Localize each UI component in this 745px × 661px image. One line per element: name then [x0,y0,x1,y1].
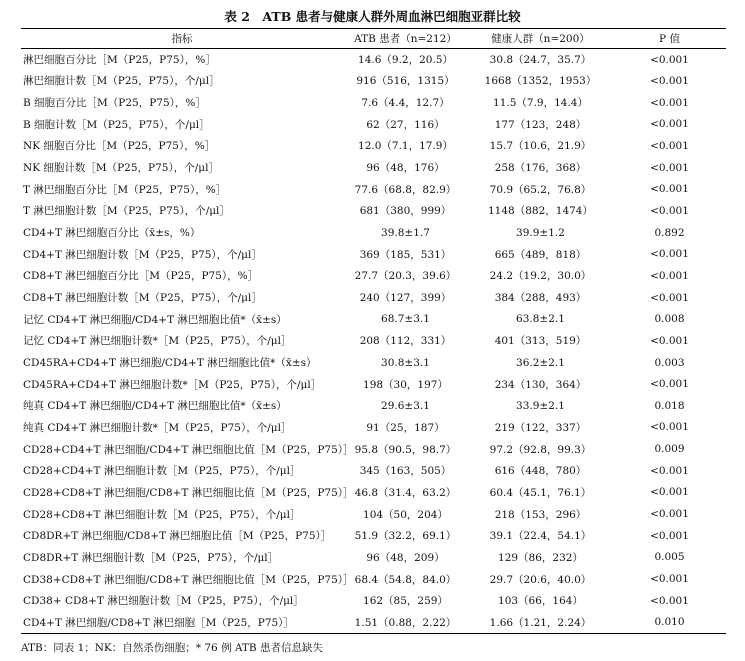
indicator-cell: CD45RA+CD4+T 淋巴细胞/CD4+T 淋巴细胞比值*（x̄±s） [23,357,317,370]
table-row [21,525,726,547]
table-row [21,438,726,460]
atb-value-cell: 68.7±3.1 [381,313,430,326]
healthy-value-cell: 384（288，493） [494,292,587,305]
atb-value-cell: 96（48，209） [366,551,445,564]
atb-value-cell: 7.6（4.4，12.7） [361,97,450,110]
healthy-value-cell: 258（176，368） [494,162,587,175]
healthy-value-cell: 15.7（10.6，21.9） [489,140,592,153]
p-value-cell: <0.001 [650,269,689,282]
indicator-cell: 记忆 CD4+T 淋巴细胞计数*［M（P25，P75），个/μl］ [23,335,292,348]
atb-value-cell: 916（516，1315） [356,75,455,88]
p-value-cell: <0.001 [650,161,689,174]
p-value-cell: 0.018 [654,399,685,412]
atb-value-cell: 29.6±3.1 [381,399,430,412]
table-row [21,395,726,417]
indicator-cell: CD8+T 淋巴细胞计数［M（P25，P75），个/μl］ [23,292,262,305]
atb-value-cell: 240（127，399） [359,292,452,305]
indicator-cell: CD38+ CD8+T 淋巴细胞计数［M（P25，P75），个/μl］ [23,595,304,608]
table-row [21,178,726,200]
p-value-cell: <0.001 [650,508,689,521]
p-value-cell: <0.001 [650,183,689,196]
atb-value-cell: 68.4（54.8，84.0） [354,573,457,586]
healthy-value-cell: 219（122，337） [494,421,587,434]
p-value-cell: 0.010 [613,612,726,634]
healthy-value-cell: 234（130，364） [494,378,587,391]
table-row [21,135,726,157]
indicator-cell: NK 细胞百分比［M（P25，P75），%］ [23,140,216,153]
atb-value-cell: 96（48，176） [366,162,445,175]
healthy-value-cell: 29.7（20.6，40.0） [489,573,592,586]
healthy-value-cell: 218（153，296） [494,508,587,521]
header-atb: ATB 患者（n=212） [343,29,468,49]
indicator-cell: NK 细胞计数［M（P25，P75），个/μl］ [23,162,219,175]
healthy-value-cell: 1668（1352，1953） [484,75,597,88]
atb-value-cell: 46.8（31.4，63.2） [354,486,457,499]
p-value-cell: <0.001 [650,529,689,542]
atb-value-cell: 95.8（90.5，98.7） [354,443,457,456]
healthy-value-cell: 11.5（7.9，14.4） [493,97,588,110]
table-row [21,70,726,92]
healthy-value-cell: 36.2±2.1 [516,356,565,369]
p-value-cell: 0.892 [654,226,685,239]
indicator-cell: B 细胞计数［M（P25，P75），个/μl］ [23,118,210,131]
p-value-cell: 0.003 [654,356,685,369]
p-value-cell: <0.001 [650,594,689,607]
table-row [21,287,726,309]
indicator-cell: CD4+T 淋巴细胞计数［M（P25，P75），个/μl］ [23,248,262,261]
indicator-cell: 纯真 CD4+T 淋巴细胞/CD4+T 淋巴细胞比值*（x̄±s） [23,400,287,413]
atb-value-cell: 30.8±3.1 [381,356,430,369]
header-indicator: 指标 [21,29,343,49]
p-value-cell: 0.009 [654,443,685,456]
table-row [21,308,726,330]
table-row [21,547,726,569]
atb-value-cell: 104（50，204） [363,508,448,521]
indicator-cell: CD28+CD8+T 淋巴细胞/CD8+T 淋巴细胞比值［M（P25，P75）］ [23,486,354,499]
table-row [21,568,726,590]
p-value-cell: <0.001 [650,378,689,391]
indicator-cell: CD4+T 淋巴细胞/CD8+T 淋巴细胞［M（P25，P75）］ [21,612,343,634]
atb-value-cell: 27.7（20.3，39.6） [354,270,457,283]
table-row [21,417,726,439]
atb-value-cell: 162（85，259） [363,595,448,608]
indicator-cell: 纯真 CD4+T 淋巴细胞计数*［M（P25，P75），个/μl］ [23,421,292,434]
header-healthy: 健康人群（n=200） [468,29,613,49]
p-value-cell: <0.001 [650,74,689,87]
healthy-value-cell: 39.9±1.2 [516,226,565,239]
table-row [21,265,726,287]
p-value-cell: 0.008 [654,313,685,326]
table-row [21,330,726,352]
atb-value-cell: 1.51（0.88，2.22） [343,612,468,634]
indicator-cell: CD38+CD8+T 淋巴细胞/CD8+T 淋巴细胞比值［M（P25，P75）］ [23,573,354,586]
indicator-cell: 淋巴细胞计数［M（P25，P75），个/μl］ [23,75,220,88]
table-body [21,49,726,634]
healthy-value-cell: 70.9（65.2，76.8） [489,183,592,196]
healthy-value-cell: 33.9±2.1 [516,399,565,412]
table-row [21,482,726,504]
table-row [21,352,726,374]
indicator-cell: T 淋巴细胞百分比［M（P25，P75），%］ [23,183,227,196]
indicator-cell: CD45RA+CD4+T 淋巴细胞计数*［M（P25，P75），个/μl］ [23,378,322,391]
table-row [21,49,726,71]
atb-value-cell: 369（185，531） [359,248,452,261]
p-value-cell: <0.001 [650,53,689,66]
p-value-cell: <0.001 [650,118,689,131]
indicator-cell: 淋巴细胞百分比［M（P25，P75），%］ [23,54,216,67]
atb-value-cell: 91（25，187） [366,421,445,434]
healthy-value-cell: 1148（882，1474） [488,205,593,218]
table-footnote: ATB：同表 1；NK：自然杀伤细胞；* 76 例 ATB 患者信息缺失 [21,642,323,654]
p-value-cell: <0.001 [650,291,689,304]
atb-value-cell: 14.6（9.2，20.5） [358,54,453,67]
p-value-cell: <0.001 [650,334,689,347]
p-value-cell: <0.001 [650,573,689,586]
healthy-value-cell: 97.2（92.8，99.3） [489,443,592,456]
atb-value-cell: 681（380，999） [359,205,452,218]
healthy-value-cell: 177（123，248） [494,118,587,131]
indicator-cell: CD8DR+T 淋巴细胞/CD8+T 淋巴细胞比值［M（P25，P75）］ [23,530,332,543]
atb-value-cell: 62（27，116） [366,118,445,131]
p-value-cell: <0.001 [650,96,689,109]
table-caption: 表 2 ATB 患者与健康人群外周血淋巴细胞亚群比较 [224,9,521,24]
healthy-value-cell: 129（86，232） [498,551,583,564]
healthy-value-cell: 665（489，818） [494,248,587,261]
p-value-cell: <0.001 [650,204,689,217]
healthy-value-cell: 1.66（1.21，2.24） [468,612,613,634]
p-value-cell: <0.001 [650,421,689,434]
table-row [21,243,726,265]
healthy-value-cell: 30.8（24.7，35.7） [489,54,592,67]
header-p-value: P 值 [613,29,726,49]
p-value-cell: <0.001 [650,464,689,477]
table-row [21,460,726,482]
indicator-cell: CD8DR+T 淋巴细胞计数［M（P25，P75），个/μl］ [23,551,279,564]
healthy-value-cell: 24.2（19.2，30.0） [489,270,592,283]
indicator-cell: B 细胞百分比［M（P25，P75），%］ [23,97,206,110]
atb-value-cell: 77.6（68.8，82.9） [354,183,457,196]
lymphocyte-subset-table [21,28,726,634]
table-row [21,157,726,179]
table-row [21,222,726,244]
healthy-value-cell: 103（66，164） [498,595,583,608]
healthy-value-cell: 401（313，519） [494,335,587,348]
indicator-cell: CD8+T 淋巴细胞百分比［M（P25，P75），%］ [23,270,259,283]
table-row [21,503,726,525]
healthy-value-cell: 39.1（22.4，54.1） [489,530,592,543]
indicator-cell: CD4+T 淋巴细胞百分比（x̄±s，%） [23,227,201,240]
table-row [21,590,726,612]
atb-value-cell: 12.0（7.1，17.9） [358,140,453,153]
table-row [21,92,726,114]
p-value-cell: <0.001 [650,486,689,499]
healthy-value-cell: 63.8±2.1 [516,313,565,326]
table-header-row [21,29,726,49]
table-row [21,200,726,222]
atb-value-cell: 51.9（32.2，69.1） [354,530,457,543]
indicator-cell: 记忆 CD4+T 淋巴细胞/CD4+T 淋巴细胞比值*（x̄±s） [23,313,287,326]
indicator-cell: CD28+CD4+T 淋巴细胞计数［M（P25，P75），个/μl］ [23,465,301,478]
table-row [21,373,726,395]
p-value-cell: 0.005 [654,551,685,564]
atb-value-cell: 39.8±1.7 [381,226,430,239]
healthy-value-cell: 60.4（45.1，76.1） [489,486,592,499]
table-row [21,612,726,634]
p-value-cell: <0.001 [650,139,689,152]
atb-value-cell: 198（30，197） [363,378,448,391]
atb-value-cell: 208（112，331） [359,335,452,348]
p-value-cell: <0.001 [650,248,689,261]
table-row [21,113,726,135]
healthy-value-cell: 616（448，780） [494,465,587,478]
atb-value-cell: 345（163，505） [359,465,452,478]
indicator-cell: CD28+CD8+T 淋巴细胞计数［M（P25，P75），个/μl］ [23,508,301,521]
indicator-cell: CD28+CD4+T 淋巴细胞/CD4+T 淋巴细胞比值［M（P25，P75）］ [23,443,354,456]
indicator-cell: T 淋巴细胞计数［M（P25，P75），个/μl］ [23,205,230,218]
